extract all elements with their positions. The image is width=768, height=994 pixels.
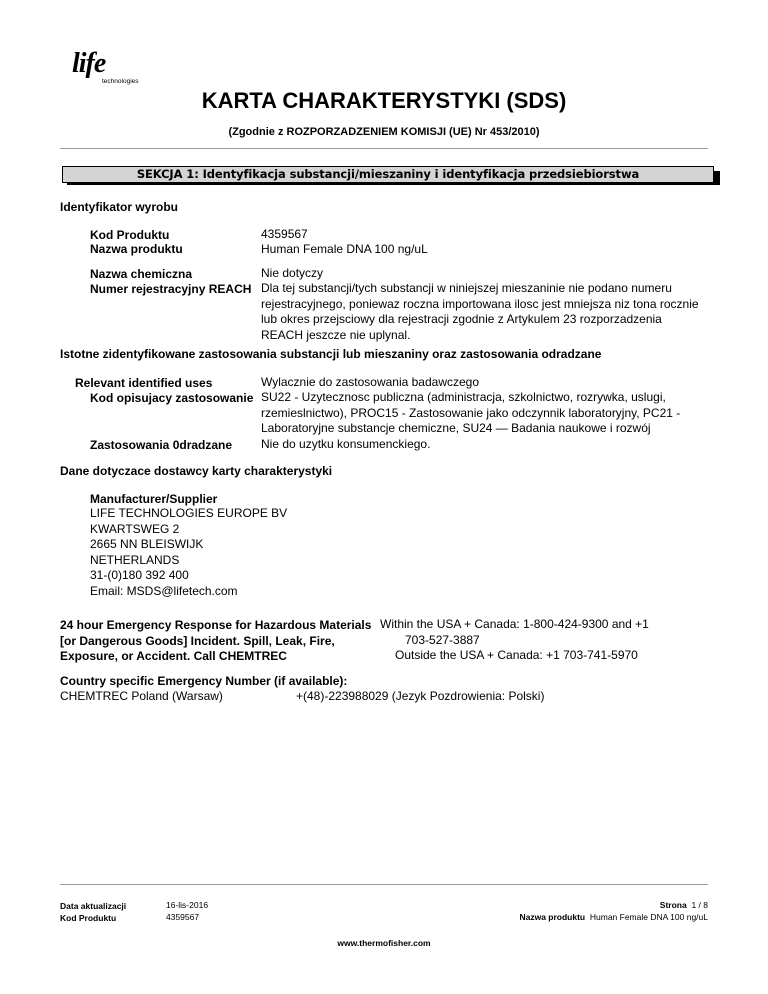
document-title: KARTA CHARAKTERYSTYKI (SDS) xyxy=(201,88,567,113)
reach-number-label: Numer rejestracyjny REACH xyxy=(90,282,252,296)
footer-code-label: Kod Produktu xyxy=(60,913,117,923)
supplier-address xyxy=(90,506,287,599)
use-code-line: Laboratoryjne substancje chemiczne, SU24 — Badania naukowe i rozwój xyxy=(261,421,651,435)
reach-line: Dla tej substancji/tych substancji w niniejszej mieszaninie nie podano numeru xyxy=(261,281,672,295)
uses-advised-against-label: Zastosowania 0dradzane xyxy=(90,438,233,452)
uses-advised-against-value: Nie do uzytku konsumenckiego. xyxy=(261,437,431,451)
document-subtitle: (Zgodnie z ROZPORZADZENIEM KOMISJI (UE) Nr 453/2010) xyxy=(228,126,540,138)
footer-code-value: 4359567 xyxy=(166,912,200,922)
emergency-value-line: 703-527-3887 xyxy=(405,632,480,647)
footer-date-value: 16-lis-2016 xyxy=(166,900,209,910)
emergency-value xyxy=(380,617,649,664)
supplier-line: 2665 NN BLEISWIJK xyxy=(90,537,204,551)
supplier-line: LIFE TECHNOLOGIES EUROPE BV xyxy=(90,506,288,520)
reach-number-value xyxy=(261,281,721,343)
reach-line: rejestracyjnego, poniewaz roczna importowana ilosc jest mniejsza niz tona rocznie xyxy=(261,296,699,311)
emergency-value-line: Within the USA + Canada: 1-800-424-9300 and +1 xyxy=(380,617,649,631)
product-name-value: Human Female DNA 100 ng/uL xyxy=(261,242,428,256)
use-code-label: Kod opisujacy zastosowanie xyxy=(90,391,254,405)
footer-product xyxy=(519,911,708,923)
emergency-label xyxy=(60,618,371,665)
footer-page-label: Strona xyxy=(659,900,687,910)
footer-divider xyxy=(60,884,708,885)
emergency-value-line: Outside the USA + Canada: +1 703-741-5970 xyxy=(395,648,638,662)
chemical-name-label: Nazwa chemiczna xyxy=(90,267,193,281)
emergency-label-line: Exposure, or Accident. Call CHEMTREC xyxy=(60,649,287,663)
footer-page xyxy=(660,899,708,911)
reach-line: lub okres przejsciowy dla rejestracji zgodnie z Artykulem 23 rozporzadzenia xyxy=(261,312,662,326)
supplier-heading: Dane dotyczace dostawcy karty charakterystyki xyxy=(60,464,333,478)
relevant-uses-value: Wylacznie do zastosowania badawczego xyxy=(261,375,480,389)
product-code-label: Kod Produktu xyxy=(90,228,170,242)
product-name-label: Nazwa produktu xyxy=(90,242,183,256)
supplier-label: Manufacturer/Supplier xyxy=(90,492,218,506)
supplier-line: NETHERLANDS xyxy=(90,552,180,567)
use-code-line: SU22 - Uzytecznosc publiczna (administracja, szkolnictwo, rozrywka, uslugi, xyxy=(261,390,666,404)
logo-subtext: technologies xyxy=(102,78,139,85)
chemical-name-value: Nie dotyczy xyxy=(261,266,324,280)
use-code-line: rzemieslnictwo), PROC15 - Zastosowanie jako odczynnik laboratoryjny, PC21 - xyxy=(261,405,681,420)
use-code-value xyxy=(261,390,721,437)
footer-date-label: Data aktualizacji xyxy=(60,901,127,911)
country-emergency-name: CHEMTREC Poland (Warsaw) xyxy=(60,689,223,703)
header-divider xyxy=(60,148,708,149)
section-1-heading: SEKCJA 1: Identyfikacja substancji/mieszaniny i identyfikacja przedsiebiorstwa xyxy=(62,166,714,183)
country-emergency-heading: Country specific Emergency Number (if available): xyxy=(60,674,348,688)
product-code-value: 4359567 xyxy=(261,227,308,241)
footer-website: www.thermofisher.com xyxy=(337,938,431,948)
footer-product-value: Human Female DNA 100 ng/uL xyxy=(589,912,708,922)
product-identifier-heading: Identyfikator wyrobu xyxy=(60,200,179,214)
emergency-label-line: 24 hour Emergency Response for Hazardous Materials xyxy=(60,618,372,632)
footer-product-label: Nazwa produktu xyxy=(519,912,586,922)
supplier-line: 31-(0)180 392 400 xyxy=(90,568,189,582)
footer-page-value: 1 / 8 xyxy=(691,900,708,910)
reach-line: REACH jeszcze nie uplynal. xyxy=(261,327,411,342)
logo-wordmark: life xyxy=(72,48,106,79)
uses-heading: Istotne zidentyfikowane zastosowania substancji lub mieszaniny oraz zastosowania odradzane xyxy=(60,347,602,361)
company-logo xyxy=(68,44,158,94)
supplier-line: KWARTSWEG 2 xyxy=(90,521,180,536)
supplier-line: Email: MSDS@lifetech.com xyxy=(90,583,238,598)
country-emergency-number: +(48)-223988029 (Jezyk Pozdrowienia: Polski) xyxy=(296,689,545,703)
emergency-label-line: [or Dangerous Goods] Incident. Spill, Leak, Fire, xyxy=(60,633,335,648)
relevant-uses-label: Relevant identified uses xyxy=(75,376,213,390)
